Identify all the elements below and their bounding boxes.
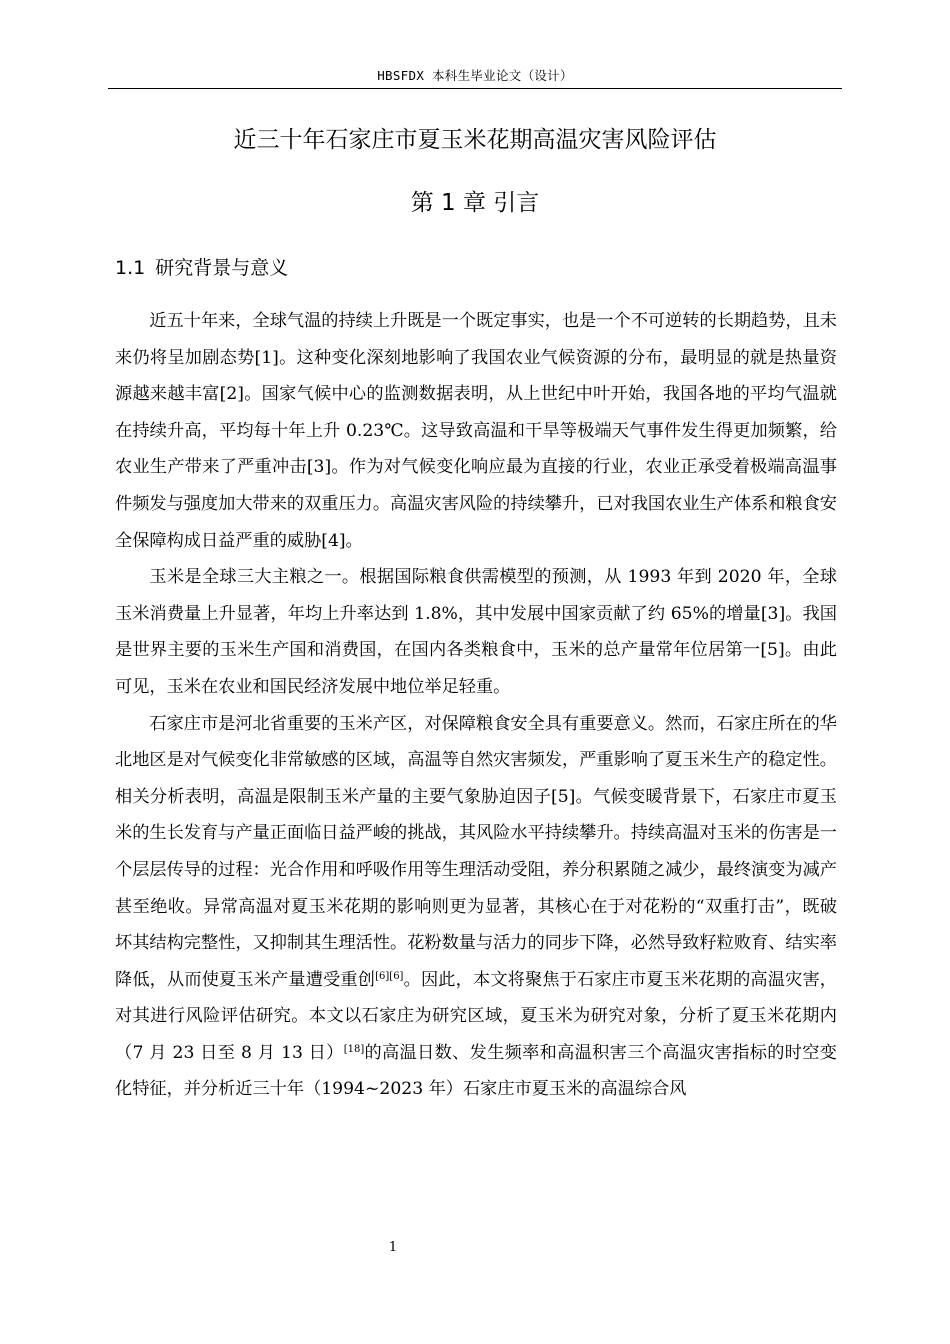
section-number: 1.1 — [115, 257, 146, 279]
chapter-title: 第 1 章 引言 — [410, 190, 540, 216]
paper-title: 近三十年石家庄市夏玉米花期高温灾害风险评估 — [233, 127, 717, 153]
header-rule — [108, 88, 842, 89]
running-header: HBSFDX 本科生毕业论文（设计） — [377, 68, 573, 83]
body-text — [115, 303, 837, 1108]
paragraph-1: 近五十年来，全球气温的持续上升既是一个既定事实，也是一个不可逆转的长期趋势，且未来仍将呈加剧态势[1]。这种变化深刻地影响了我国农业气候资源的分布，最明显的就是热量资源越来越丰富[2]。国家气候中心的监测数据表明，从上世纪中叶开始，我国各地的平均气温就在持续升高，平均每十年上升 0.23℃。这导致高温和干旱等极端天气事件发生得更加频繁，给农业生产带来了严重冲击[3]。作为对气候变化响应最为直接的行业，农业正承受着极端高温事件频发与强度加大带来的双重压力。高温灾害风险的持续攀升，已对我国农业生产体系和粮食安全保障构成日益严重的威胁[4]。 — [115, 311, 837, 551]
paragraph-3-text-b: 。因此，本文将聚焦于石家庄市夏玉米花期的高温灾害，对其进行风险评估研究。本文以石家庄为研究区域，夏玉米为研究对象，分析了夏玉米花期内（7 月 23 日至 8 月 13 日） — [115, 969, 837, 1063]
section-title: 研究背景与意义 — [155, 257, 289, 279]
page-number: 1 — [388, 1240, 398, 1255]
section-heading — [115, 254, 288, 282]
paragraph-3-text-a: 石家庄市是河北省重要的玉米产区，对保障粮食安全具有重要意义。然而，石家庄所在的华北地区是对气候变化非常敏感的区域，高温等自然灾害频发，严重影响了夏玉米生产的稳定性。相关分析表明，高温是限制玉米产量的主要气象胁迫因子[5]。气候变暖背景下，石家庄市夏玉米的生长发育与产量正面临日益严峻的挑战，其风险水平持续攀升。持续高温对玉米的伤害是一个层层传导的过程：光合作用和呼吸作用等生理活动受阻，养分积累随之减少，最终演变为减产甚至绝收。异常高温对夏玉米花期的影响则更为显著，其核心在于对花粉的“双重打击”，既破坏其结构完整性，又抑制其生理活性。花粉数量与活力的同步下降，必然导致籽粒败育、结实率降低，从而使夏玉米产量遭受重创 — [115, 713, 837, 990]
paragraph-2: 玉米是全球三大主粮之一。根据国际粮食供需模型的预测，从 1993 年到 2020 年，全球玉米消费量上升显著，年均上升率达到 1.8%，其中发展中国家贡献了约 65%的增量[3]。我国是世界主要的玉米生产国和消费国，在国内各类粮食中，玉米的总产量常年位居第一[5]。由此可见，玉米在农业和国民经济发展中地位举足轻重。 — [115, 567, 837, 697]
citation-superscript: [18] — [343, 1043, 365, 1055]
citation-superscript: [6][6] — [375, 970, 404, 982]
paragraph-3-text-c: 的高温日数、发生频率和高温积害三个高温灾害指标的时空变化特征，并分析近三十年（1994~2023 年）石家庄市夏玉米的高温综合风 — [115, 1042, 837, 1100]
paragraph-3 — [115, 706, 837, 1109]
